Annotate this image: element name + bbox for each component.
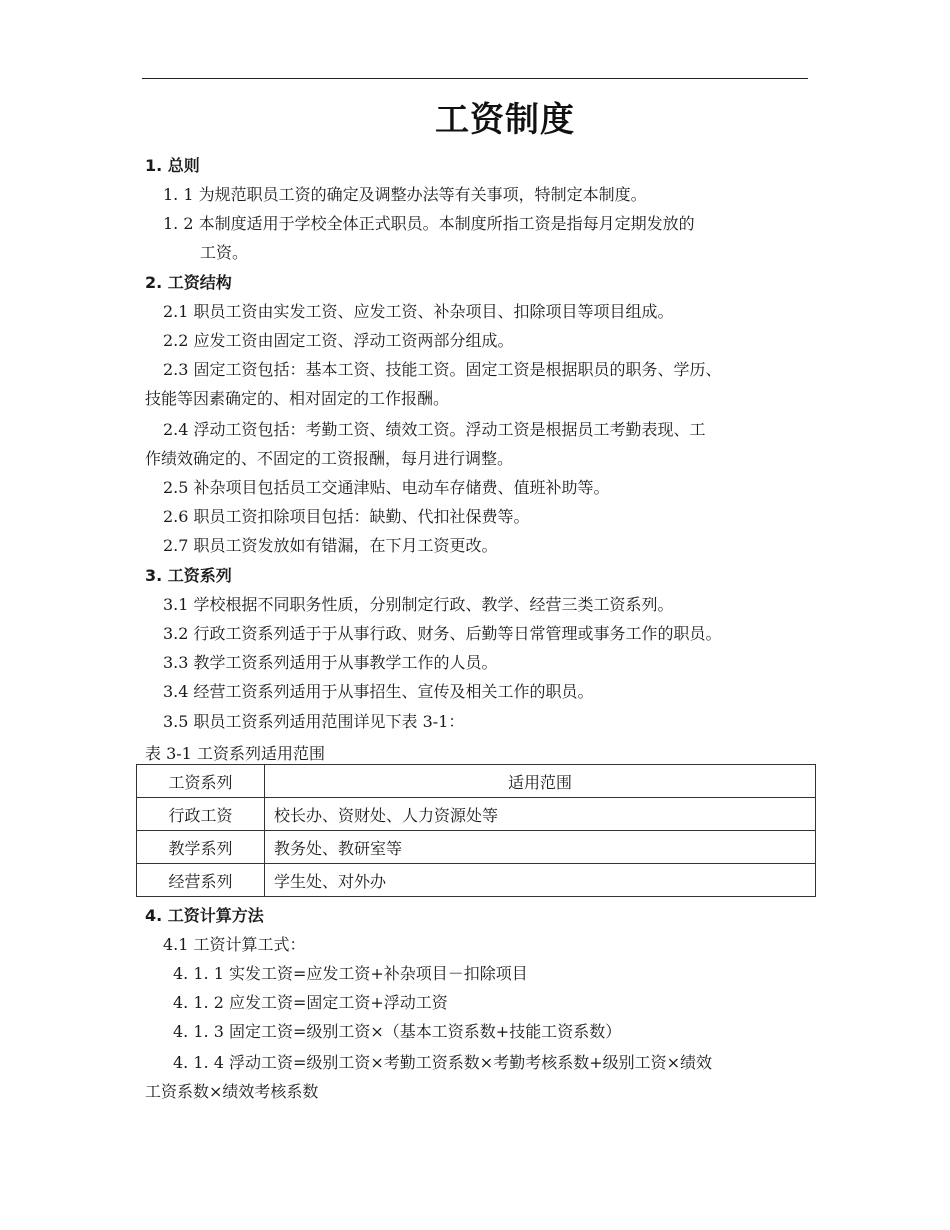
table-cell-scope: 教务处、教研室等	[265, 831, 816, 864]
formula-4-1-4-cont: 工资系数×绩效考核系数	[145, 1082, 319, 1101]
paragraph-3-1: 3.1 学校根据不同职务性质，分别制定行政、教学、经营三类工资系列。	[163, 595, 674, 614]
paragraph-3-3: 3.3 教学工资系列适用于从事教学工作的人员。	[163, 653, 498, 672]
table-header-row	[137, 765, 816, 798]
paragraph-2-2: 2.2 应发工资由固定工资、浮动工资两部分组成。	[163, 331, 514, 350]
section-heading-calculation: 4. 工资计算方法	[145, 906, 264, 925]
paragraph-2-5: 2.5 补杂项目包括员工交通津贴、电动车存储费、值班补助等。	[163, 478, 610, 497]
paragraph-3-4: 3.4 经营工资系列适用于从事招生、宣传及相关工作的职员。	[163, 682, 594, 701]
paragraph-4-1: 4.1 工资计算工式：	[163, 935, 306, 954]
formula-4-1-4: 4. 1. 4 浮动工资=级别工资×考勤工资系数×考勤考核系数+级别工资×绩效	[173, 1053, 713, 1072]
paragraph-2-7: 2.7 职员工资发放如有错漏，在下月工资更改。	[163, 536, 498, 555]
paragraph-1-2: 1. 2 本制度适用于学校全体正式职员。本制度所指工资是指每月定期发放的	[163, 214, 695, 233]
table-cell-scope: 校长办、资财处、人力资源处等	[265, 798, 816, 831]
section-heading-general: 1. 总则	[145, 156, 200, 175]
paragraph-2-3: 2.3 固定工资包括：基本工资、技能工资。固定工资是根据职员的职务、学历、	[163, 360, 722, 379]
paragraph-2-3-cont: 技能等因素确定的、相对固定的工作报酬。	[145, 389, 450, 408]
table-header-scope: 适用范围	[265, 765, 816, 798]
table-header-series: 工资系列	[137, 765, 265, 798]
table-row	[137, 864, 816, 897]
salary-series-table	[136, 764, 816, 897]
header-rule	[142, 78, 808, 79]
table-caption: 表 3-1 工资系列适用范围	[145, 744, 325, 763]
formula-4-1-3: 4. 1. 3 固定工资=级别工资×（基本工资系数+技能工资系数）	[173, 1022, 622, 1041]
document-title: 工资制度	[435, 100, 575, 140]
table-row	[137, 798, 816, 831]
formula-4-1-2: 4. 1. 2 应发工资=固定工资+浮动工资	[173, 993, 448, 1012]
table-cell-series: 教学系列	[137, 831, 265, 864]
paragraph-3-5: 3.5 职员工资系列适用范围详见下表 3-1：	[163, 712, 465, 731]
section-heading-series: 3. 工资系列	[145, 566, 232, 585]
paragraph-2-6: 2.6 职员工资扣除项目包括：缺勤、代扣社保费等。	[163, 507, 530, 526]
paragraph-1-1: 1. 1 为规范职员工资的确定及调整办法等有关事项，特制定本制度。	[163, 185, 647, 204]
paragraph-1-2-cont: 工资。	[200, 243, 249, 262]
table-cell-series: 行政工资	[137, 798, 265, 831]
table-cell-scope: 学生处、对外办	[265, 864, 816, 897]
table-cell-series: 经营系列	[137, 864, 265, 897]
paragraph-2-4-cont: 作绩效确定的、不固定的工资报酬，每月进行调整。	[145, 449, 514, 468]
paragraph-3-2: 3.2 行政工资系列适于于从事行政、财务、后勤等日常管理或事务工作的职员。	[163, 624, 722, 643]
paragraph-2-4: 2.4 浮动工资包括：考勤工资、绩效工资。浮动工资是根据员工考勤表现、工	[163, 420, 706, 439]
table-row	[137, 831, 816, 864]
formula-4-1-1: 4. 1. 1 实发工资=应发工资+补杂项目－扣除项目	[173, 964, 528, 983]
paragraph-2-1: 2.1 职员工资由实发工资、应发工资、补杂项目、扣除项目等项目组成。	[163, 302, 674, 321]
section-heading-structure: 2. 工资结构	[145, 273, 232, 292]
